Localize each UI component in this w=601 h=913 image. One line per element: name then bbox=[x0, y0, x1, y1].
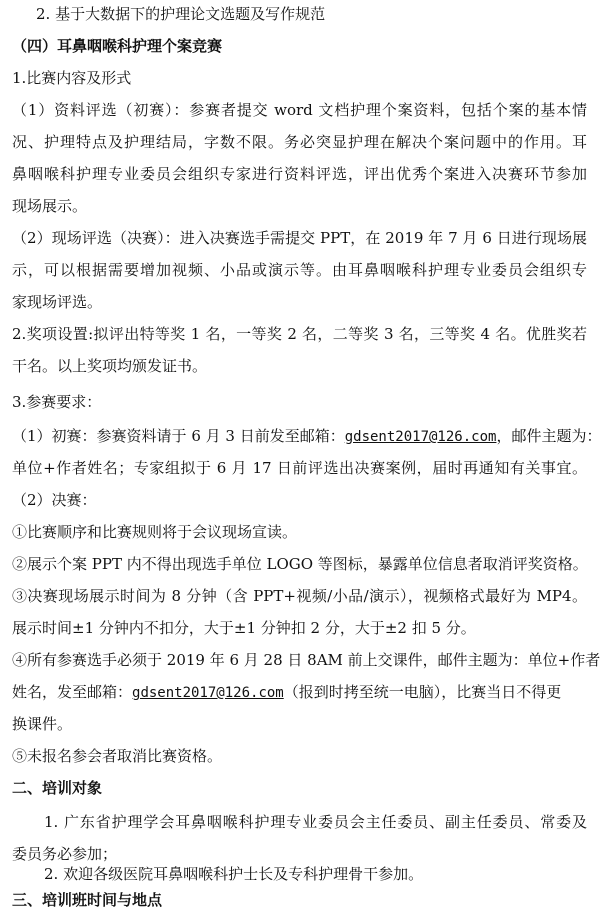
paragraph-line: ③决赛现场展示时间为 8 分钟（含 PPT+视频/小品/演示），视频格式最好为 MP4。 bbox=[12, 587, 587, 605]
paragraph-line: （1）资料评选（初赛）：参赛者提交 word 文档护理个案资料，包括个案的基本情 bbox=[12, 101, 587, 119]
text-segment: （报到时拷至统一电脑），比赛当日不得更 bbox=[283, 683, 562, 701]
paragraph-line: （2）决赛： bbox=[12, 491, 97, 509]
paragraph-line: 示，可以根据需要增加视频、小品或演示等。由耳鼻咽喉科护理专业委员会组织专 bbox=[12, 261, 587, 279]
text-segment: 姓名，发至邮箱： bbox=[12, 683, 133, 701]
paragraph-line: 家现场评选。 bbox=[12, 293, 103, 311]
paragraph-line bbox=[12, 426, 601, 447]
paragraph-line: ①比赛顺序和比赛规则将于会议现场宣读。 bbox=[12, 523, 298, 541]
paragraph-line bbox=[12, 682, 587, 703]
text-segment: （1）初赛：参赛资料请于 6 月 3 日前发至邮箱： bbox=[12, 427, 345, 445]
email-link[interactable]: gdsent2017@126.com bbox=[132, 685, 284, 701]
paragraph-line: （2）现场评选（决赛）：进入决赛选手需提交 PPT，在 2019 年 7 月 6 日进行现场展 bbox=[12, 229, 587, 247]
paragraph-line: ⑤未报名参会者取消比赛资格。 bbox=[12, 747, 223, 765]
section-heading-3: 三、培训班时间与地点 bbox=[12, 891, 163, 909]
list-item-topic-2: 2. 基于大数据下的护理论文选题及写作规范 bbox=[36, 5, 326, 23]
paragraph-line: ②展示个案 PPT 内不得出现选手单位 LOGO 等图标，暴露单位信息者取消评奖资格。 bbox=[12, 555, 588, 573]
paragraph-line: 况、护理特点及护理结局，字数不限。务必突显护理在解决个案问题中的作用。耳 bbox=[12, 133, 587, 151]
subheading-competition-content: 1.比赛内容及形式 bbox=[12, 69, 132, 87]
subheading-requirements: 3.参赛要求： bbox=[12, 393, 102, 411]
email-link[interactable]: gdsent2017@126.com bbox=[344, 429, 497, 445]
section-heading-4: （四）耳鼻咽喉科护理个案竞赛 bbox=[12, 37, 223, 55]
paragraph-line: 2.奖项设置:拟评出特等奖 1 名，一等奖 2 名，二等奖 3 名，三等奖 4 名。优胜奖若 bbox=[12, 325, 587, 343]
paragraph-line: 鼻咽喉科护理专业委员会组织专家进行资料评选，评出优秀个案进入决赛环节参加 bbox=[12, 165, 587, 183]
list-item-trainee-1: 1. 广东省护理学会耳鼻咽喉科护理专业委员会主任委员、副主任委员、常委及 bbox=[44, 813, 587, 831]
paragraph-line: 单位+作者姓名；专家组拟于 6 月 17 日前评选出决赛案例，届时再通知有关事宜。 bbox=[12, 459, 587, 477]
text-segment: ，邮件主题为： bbox=[496, 427, 601, 445]
paragraph-line: ④所有参赛选手必须于 2019 年 6 月 28 日 8AM 前上交课件，邮件主题为：单位+作者 bbox=[12, 651, 601, 669]
section-heading-2: 二、培训对象 bbox=[12, 779, 103, 797]
paragraph-line: 委员务必参加； bbox=[12, 845, 118, 863]
paragraph-line: 干名。以上奖项均颁发证书。 bbox=[12, 357, 208, 375]
paragraph-line: 展示时间±1 分钟内不扣分，大于±1 分钟扣 2 分，大于±2 扣 5 分。 bbox=[12, 619, 476, 637]
paragraph-line: 现场展示。 bbox=[12, 197, 88, 215]
paragraph-line: 换课件。 bbox=[12, 715, 73, 733]
list-item-trainee-2: 2. 欢迎各级医院耳鼻咽喉科护士长及专科护理骨干参加。 bbox=[44, 865, 424, 883]
